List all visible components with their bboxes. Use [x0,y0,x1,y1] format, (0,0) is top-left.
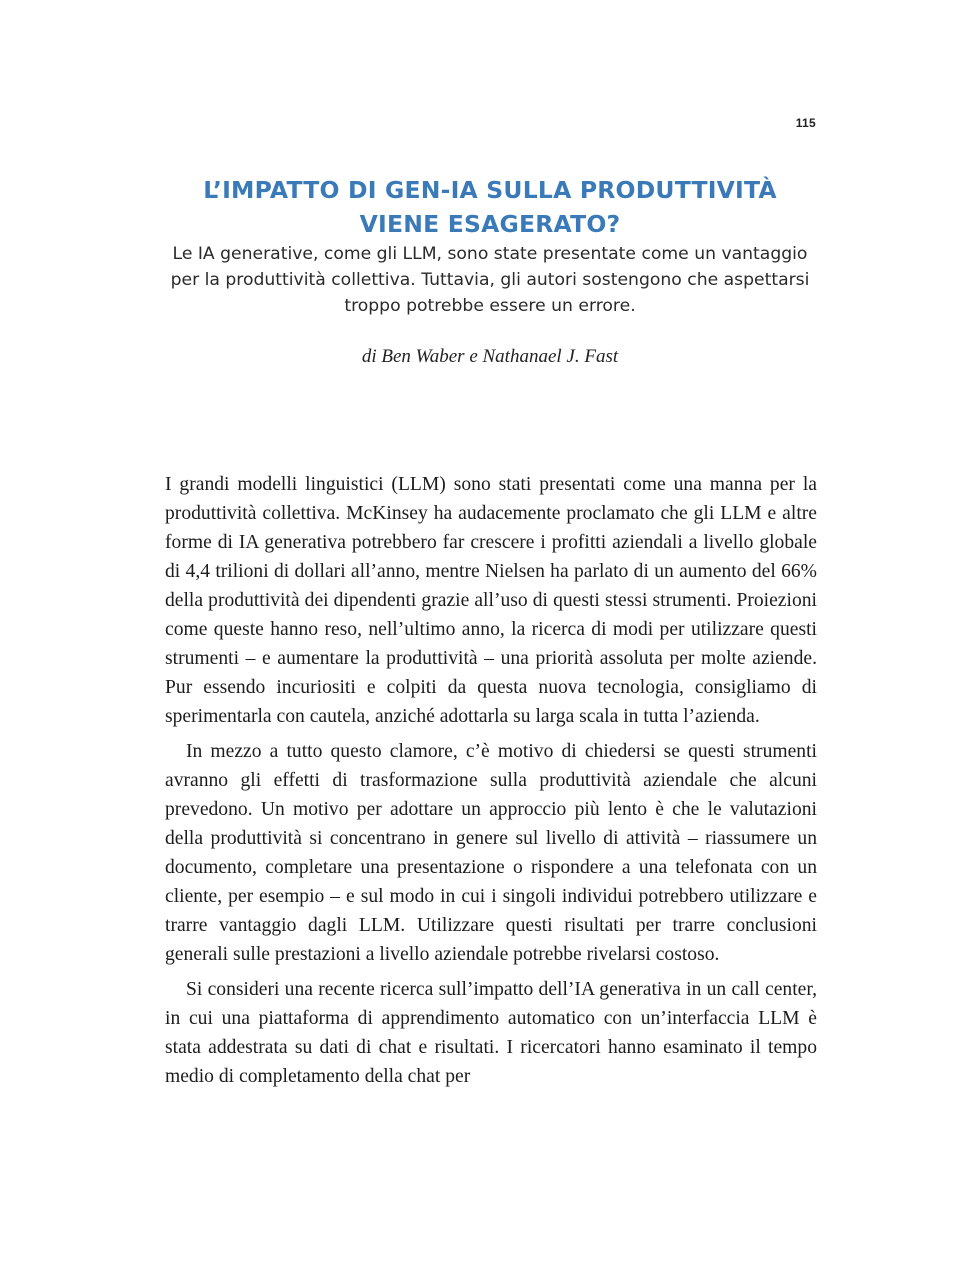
body-paragraph: Si consideri una recente ricerca sull’impatto dell’IA generativa in un call center, in cui una piattaforma di apprendimento automatico con un’interfaccia LLM è stata addestrata su dati di chat e risultati. I ricercatori hanno esaminato il tempo medio di completamento della chat per [165,979,817,1087]
body-paragraph: I grandi modelli linguistici (LLM) sono stati presentati come una manna per la produttività collettiva. McKinsey ha audacemente proclamato che gli LLM e altre forme di IA generativa potrebbero far crescere i profitti aziendali a livello globale di 4,4 trilioni di dollari all’anno, mentre Nielsen ha parlato di un aumento del 66% della produttività dei dipendenti grazie all’uso di questi stessi strumenti. Proiezioni come queste hanno reso, nell’ultimo anno, la ricerca di modi per utilizzare questi strumenti – e aumentare la produttività – una priorità assoluta per molte aziende. Pur essendo incuriositi e colpiti da questa nuova tecnologia, consigliamo di sperimentarla con cautela, anziché adottarla su larga scala in tutta l’azienda. [165,474,817,727]
article-body [165,470,817,1097]
article-header [160,173,820,319]
body-paragraph: In mezzo a tutto questo clamore, c’è motivo di chiedersi se questi strumenti avranno gli effetti di trasformazione sulla produttività aziendale che alcuni prevedono. Un motivo per adottare un approccio più lento è che le valutazioni della produttività si concentrano in genere sul livello di attività – riassumere un documento, completare una presentazione o rispondere a una telefonata con un cliente, per esempio – e sul modo in cui i singoli individui potrebbero utilizzare e trarre vantaggio dagli LLM. Utilizzare questi risultati per trarre conclusioni generali sulle prestazioni a livello aziendale potrebbe rivelarsi costoso. [165,741,817,965]
article-title: L’IMPATTO DI GEN-IA SULLA PRODUTTIVITÀ VIENE ESAGERATO? [203,176,777,238]
article-byline: di Ben Waber e Nathanael J. Fast [361,346,619,367]
article-subtitle: Le IA generative, come gli LLM, sono state presentate come un vantaggio per la produttività collettiva. Tuttavia, gli autori sostengono che aspettarsi troppo potrebbe essere un errore. [170,244,810,316]
page-number: 115 [795,116,816,130]
